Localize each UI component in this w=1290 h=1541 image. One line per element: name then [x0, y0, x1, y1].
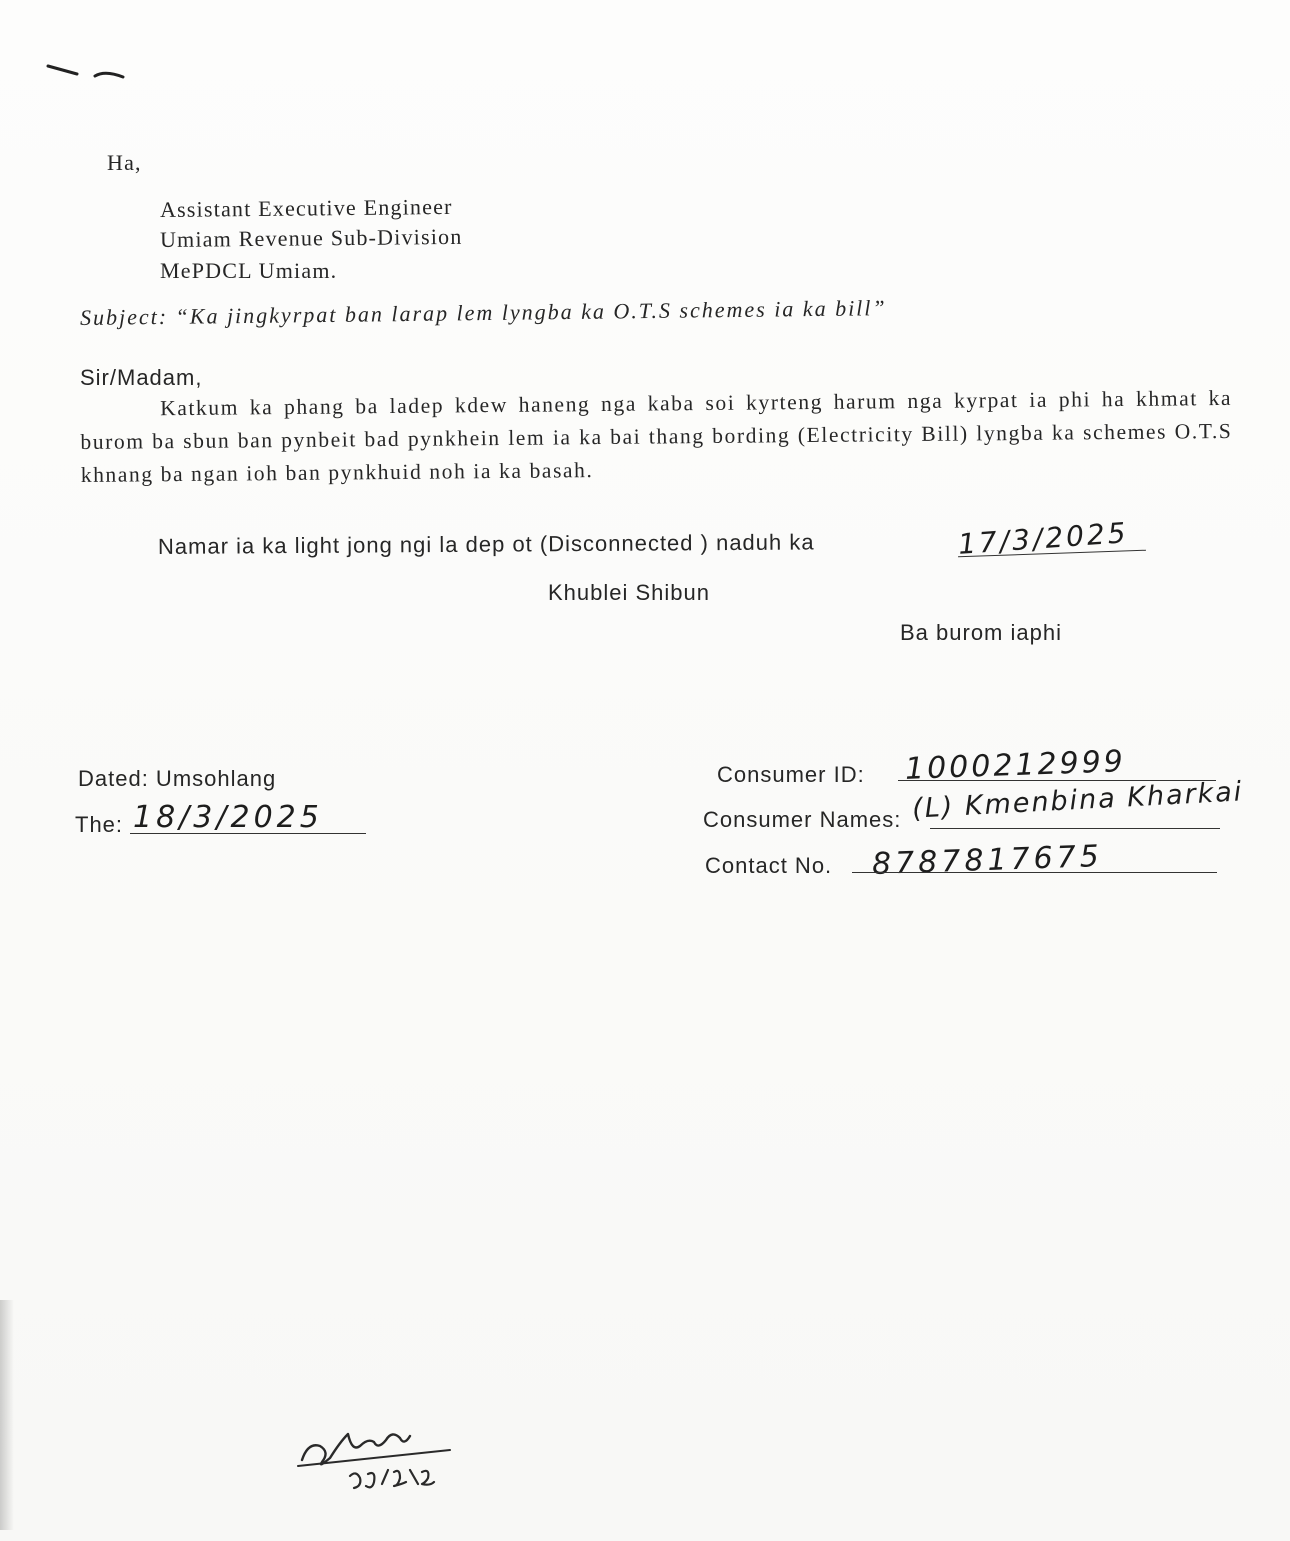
- handwritten-signature: [290, 1412, 465, 1502]
- scan-mark-icon: [45, 58, 135, 88]
- handwritten-consumer-id: 1000212999: [904, 744, 1127, 787]
- consumer-name-underline: [930, 828, 1220, 829]
- handwritten-consumer-name: (L) Kmenbina Kharkai: [911, 776, 1245, 825]
- contact-number-label: Contact No.: [705, 853, 833, 878]
- dated-place: Dated: Umsohlang: [78, 766, 277, 791]
- letter-date-underline: [130, 833, 366, 834]
- letter-body: Katkum ka phang ba ladep kdew haneng nga kaba soi kyrteng harum nga kyrpat ia phi ha khmat ka burom ba sbun ban pynbeit bad pynkhein lem ia ka bai thang bording (Electricity Bill) lyngba ka schemes O.T.S khnang ba ngan ioh ban pynkhuid noh ia ka basah.: [80, 385, 1233, 487]
- handwritten-letter-date: 18/3/2025: [133, 800, 323, 835]
- date-label: The:: [75, 812, 124, 837]
- disconnection-statement: Namar ia ka light jong ngi la dep ot (Disconnected ) naduh ka: [157, 529, 815, 559]
- consumer-id-label: Consumer ID:: [717, 762, 865, 787]
- address-line-office: MePDCL Umiam.: [160, 258, 338, 283]
- handwritten-contact-number: 8787817675: [871, 838, 1104, 883]
- closing-line: Ba burom iaphi: [900, 620, 1062, 645]
- recipient-salutation: Ha,: [107, 150, 142, 175]
- letter-greeting: Sir/Madam,: [80, 365, 203, 390]
- contact-number-underline: [852, 872, 1217, 873]
- consumer-name-label: Consumer Names:: [703, 807, 902, 832]
- handwritten-disconnect-date: 17/3/2025: [957, 516, 1130, 561]
- letter-subject: Subject: “Ka jingkyrpat ban larap lem lyngba ka O.T.S schemes ia ka bill”: [79, 295, 887, 330]
- address-line-designation: Assistant Executive Engineer: [159, 193, 453, 222]
- thanks-line: Khublei Shibun: [548, 580, 711, 605]
- scan-edge-shadow: [0, 1300, 14, 1530]
- address-line-division: Umiam Revenue Sub-Division: [159, 223, 463, 252]
